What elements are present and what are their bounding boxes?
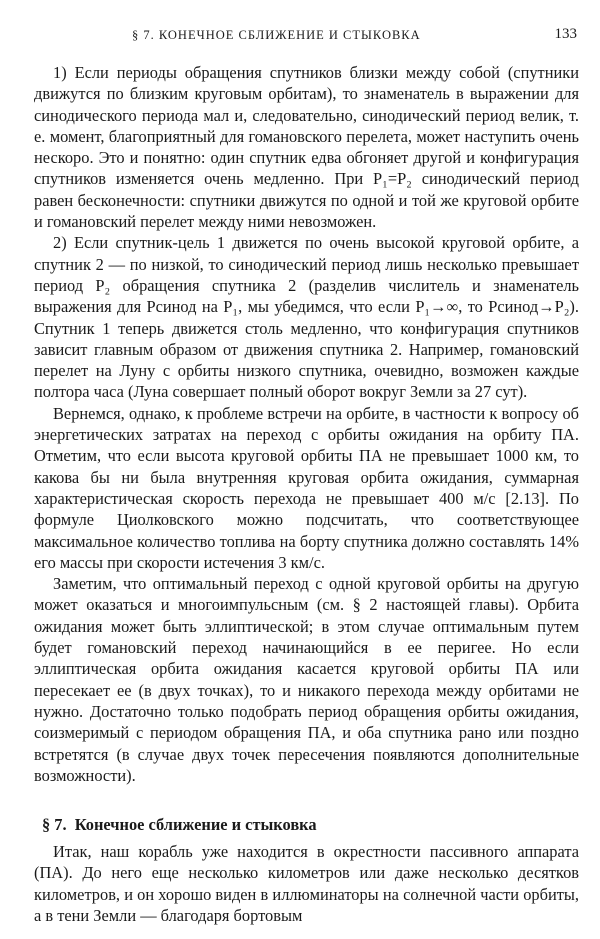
section-number: § 7. — [42, 815, 67, 835]
paragraph-multi-impulse-transfer: Заметим, что оптимальный переход с одной круговой орбиты на другую может оказаться и многоимпульсным (см. § 2 настоящей главы). Орбита ожидания может быть эллиптической; в этом случае оптимальным путем будет гомановский переход начинающийся в ее перигее. Но если эллиптическая орбита ожидания касается круговой орбиты ПА или пересекает ее (в двух точках), то и никакого перехода между орбитами не нужно. Достаточно только подобрать период обращения орбиты ожидания, соизмеримый с периодом обращения ПА, и оба спутника рано или поздно встретятся (в случае двух точек пересечения появляются дополнительные возможности). — [34, 574, 579, 785]
paragraph-energy-costs: Вернемся, однако, к проблеме встречи на орбите, в частности к вопросу об энергетических затратах на переход с орбиты ожидания на орбиту ПА. Отметим, что если высота круговой орбиты ПА не превышает 1000 км, то какова бы ни была внутренняя круговая орбита ожидания, суммарная характеристическая скорость перехода не превышает 400 м/с [2.13]. По формуле Циолковского можно подсчитать, что соответствующее максимальное количество топлива на борту спутника должно составлять 14% его массы при скорости истечения 3 км/с. — [34, 403, 579, 572]
paragraph-section-intro: Итак, наш корабль уже находится в окрестности пассивного аппарата (ПА). До него еще несколько километров или даже несколько десятков километров, и он хорошо виден в иллюминаторы на солнечной части орбиты, а в тени Земли — благодаря бортовым — [34, 842, 579, 925]
paragraph-high-orbit-target: 2) Если спутник-цель 1 движется по очень высокой круговой орбите, а спутник 2 — по низкой, то синодический период лишь несколько превышает период P₂ обращения спутника 2 (разделив числитель и знаменатель выражения для Pсинод на P₁, мы убедимся, что если P₁→∞, то Pсинод→P₂). Спутник 1 теперь движется столь медленно, что конфигурация спутников зависит главным образом от движения спутника 2. Например, гомановский перелет на Луну с орбиты низкого спутника, очевидно, возможен каждые полтора часа (Луна совершает полный оборот вокруг Земли за 27 сут). — [34, 233, 579, 402]
book-page — [34, 20, 579, 926]
section-heading — [34, 814, 579, 835]
page-number: 133 — [554, 26, 577, 42]
running-head — [34, 20, 579, 48]
paragraph-close-periods: 1) Если периоды обращения спутников близки между собой (спутники движутся по близким круговым орбитам), то знаменатель в выражении для синодического периода мал и, следовательно, синодический период велик, т. е. момент, благоприятный для гомановского перелета, может наступить очень нескоро. Это и понятно: один спутник едва обгоняет другой и конфигурация спутников изменяется очень медленно. При P₁=P₂ синодический период равен бесконечности: спутники движутся по одной и той же круговой орбите и гомановский перелет между ними невозможен. — [34, 63, 579, 232]
body-text — [34, 62, 579, 926]
running-title: § 7. КОНЕЧНОЕ СБЛИЖЕНИЕ И СТЫКОВКА — [132, 28, 421, 42]
section-title: Конечное сближение и стыковка — [74, 815, 317, 835]
